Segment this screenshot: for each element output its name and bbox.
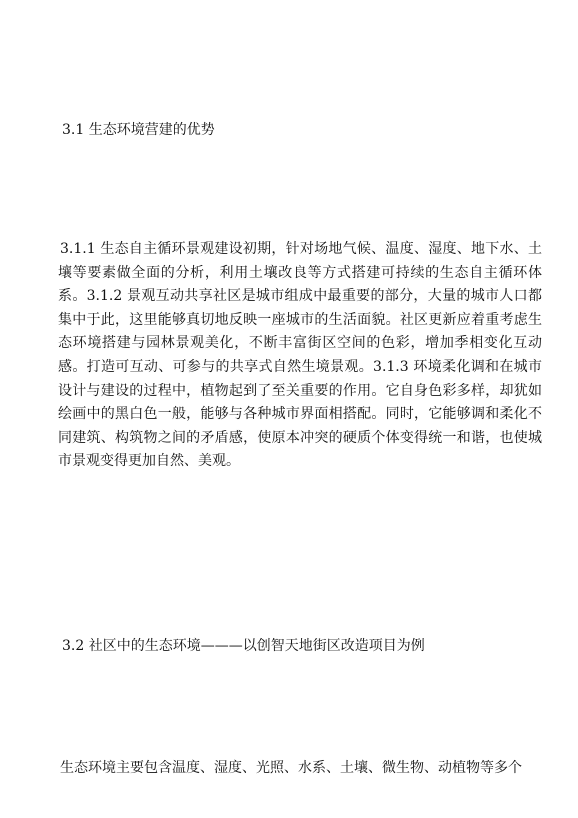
section-heading-3-2: 3.2 社区中的生态环境———以创智天地街区改造项目为例 <box>62 638 425 654</box>
body-paragraph-3-1: 3.1.1 生态自主循环景观建设初期，针对场地气候、温度、湿度、地下水、土壤等要素做全面的分析，利用土壤改良等方式搭建可持续的生态自主循环体系。3.1.2 景观互动共享社区是城市组成中最重要的部分，大量的城市人口都集中于此，这里能够真切地反映一座城市的生活面貌。社区更新应着重考虑生态环境搭建与园林景观美化，不断丰富街区空间的色彩，增加季相变化互动感。打造可互动、可参与的共享式自然生境景观。3.1.3 环境柔化调和在城市设计与建设的过程中，植物起到了至关重要的作用。它自身色彩多样，却犹如绘画中的黑白色一般，能够与各种城市界面相搭配。同时，它能够调和柔化不同建筑、构筑物之间的矛盾感，使原本冲突的硬质个体变得统一和谐，也使城市景观变得更加自然、美观。 <box>58 241 542 470</box>
body-paragraph-3-2: 生态环境主要包含温度、湿度、光照、水系、土壤、微生物、动植物等多个 <box>60 760 522 776</box>
section-heading-3-1: 3.1 生态环境营建的优势 <box>62 122 215 138</box>
